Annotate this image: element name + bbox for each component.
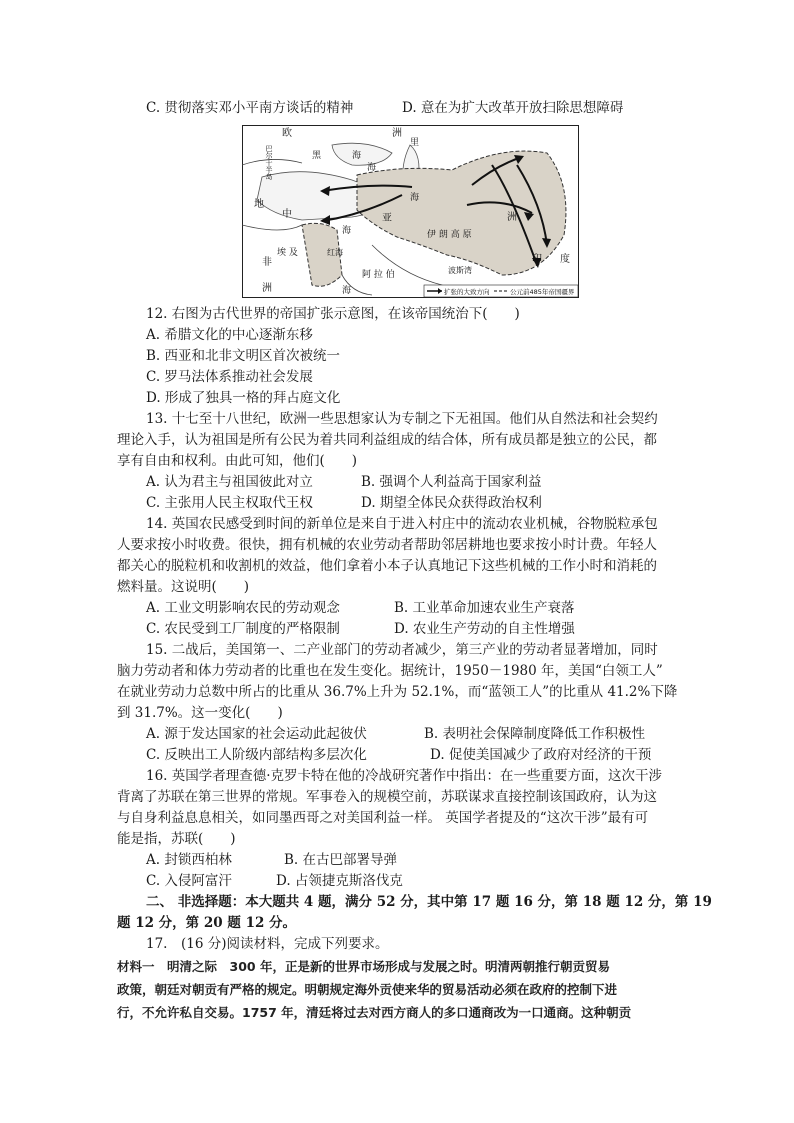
q17-stem: 17. (16 分)阅读材料，完成下列要求。: [146, 936, 389, 952]
q16-stem-line4: 能是指，苏联( ): [117, 831, 236, 847]
q13-stem-line1: 13. 十七至十八世纪，欧洲一些思想家认为专制之下无祖国。他们从自然法和社会契约: [146, 411, 658, 427]
legend-expansion-label: 扩张的大致方向: [444, 288, 490, 296]
q17-material1-line2: 政策，朝廷对朝贡有严格的规定。明朝规定海外贡使来华的贸易活动必须在政府的控制下进: [117, 982, 618, 997]
q14-stem-line1: 14. 英国农民感受到时间的新单位是来自于进入村庄中的流动农业机械，谷物脱粒承包: [146, 516, 658, 532]
q12-option-d: D. 形成了独具一格的拜占庭文化: [146, 390, 341, 406]
q15-stem-line1: 15. 二战后，美国第一、二产业部门的劳动者减少，第三产业的劳动者显著增加，同时: [146, 642, 658, 658]
q15-option-d: D. 促使美国减少了政府对经济的干预: [430, 747, 652, 763]
map-label-arabia: 阿 拉 伯: [362, 270, 395, 280]
q14-option-c: C. 农民受到工厂制度的严格限制: [146, 621, 340, 637]
map-label-europe-a: 欧: [282, 128, 292, 139]
q15-option-c: C. 反映出工人阶级内部结构多层次化: [146, 747, 367, 763]
map-label-persian-gulf: 波斯湾: [448, 266, 472, 275]
map-label-india-a: 印: [532, 254, 542, 265]
q16-option-a: A. 封锁西柏林: [146, 852, 232, 868]
map-label-europe-b: 洲: [392, 128, 402, 139]
section2-heading-line1: 二、 非选择题：本大题共 4 题，满分 52 分，其中第 17 题 16 分，第 18 题 12 分，第 19: [146, 894, 712, 910]
map-label-med-b: 中: [282, 209, 292, 220]
q14-stem-line4: 燃料量。这说明( ): [117, 579, 250, 595]
map-label-gulf-a: 海: [367, 163, 377, 173]
option-c: C. 贯彻落实邓小平南方谈话的精神: [146, 100, 354, 116]
map-label-africa-a: 非: [262, 257, 272, 268]
q13-option-d: D. 期望全体民众获得政治权利: [361, 495, 542, 511]
q12-option-a: A. 希腊文化的中心逐渐东移: [146, 327, 313, 343]
q14-stem-line3: 都关心的脱粒机和收割机的效益，他们拿着小本子认真地记下这些机械的工作小时和消耗的: [117, 558, 657, 574]
map-label-iran: 伊 朗 高 原: [427, 230, 472, 240]
q17-material1-line3: 行，不允许私自交易。1757 年，清廷将过去对西方商人的多口通商改为一口通商。这种朝贡: [117, 1005, 632, 1020]
q16-option-b: B. 在古巴部署导弹: [284, 852, 398, 868]
q12-option-c: C. 罗马法体系推动社会发展: [146, 369, 313, 385]
q16-option-d: D. 占领捷克斯洛伐克: [276, 873, 403, 889]
map-label-balkan: 巴尔干半岛: [265, 145, 273, 180]
q13-option-c: C. 主张用人民主权取代王权: [146, 495, 313, 511]
q16-option-c: C. 入侵阿富汗: [146, 873, 232, 889]
q13-stem-line3: 享有自由和权利。由此可知，他们( ): [117, 453, 358, 469]
map-label-black-sea-a: 黑: [312, 151, 322, 161]
section2-heading-line2: 题 12 分，第 20 题 12 分。: [117, 915, 297, 931]
map-label-asia-b: 洲: [507, 212, 517, 223]
legend-border-label: 公元前485年帝国疆界: [510, 288, 575, 296]
q13-option-a: A. 认为君主与祖国彼此对立: [146, 474, 313, 490]
map-label-med-a: 地: [254, 199, 264, 210]
map-label-med-c: 海: [342, 226, 352, 236]
q15-option-b: B. 表明社会保障制度降低工作积极性: [424, 726, 646, 742]
map-label-caspian-a: 里: [410, 138, 420, 148]
q15-stem-line2: 脑力劳动者和体力劳动者的比重也在发生变化。据统计，1950－1980 年，美国“白领工人”: [117, 663, 663, 679]
q16-stem-line3: 与自身利益息息相关，如同墨西哥之对美国利益一样。 英国学者提及的“这次干涉”最有可: [117, 810, 649, 826]
map-label-egypt: 埃 及: [277, 248, 298, 258]
q15-stem-line4: 到 31.7%。这一变化( ): [117, 705, 283, 721]
q16-stem-line1: 16. 英国学者理查德·克罗卡特在他的冷战研究著作中指出：在一些重要方面，这次干涉: [146, 768, 663, 784]
q14-option-d: D. 农业生产劳动的自主性增强: [394, 621, 575, 637]
q12-option-b: B. 西亚和北非文明区首次被统一: [146, 348, 341, 364]
q13-stem-line2: 理论入手，认为祖国是所有公民为着共同利益组成的结合体，所有成员都是独立的公民，都: [117, 432, 657, 448]
q16-stem-line2: 背离了苏联在第三世界的常规。军事卷入的规模空前，苏联谋求直接控制该国政府，认为这: [117, 789, 657, 805]
q13-option-b: B. 强调个人利益高于国家利益: [361, 474, 542, 490]
q14-option-b: B. 工业革命加速农业生产衰落: [394, 600, 575, 616]
map-label-sea: 海: [342, 286, 352, 296]
map-label-asia-a: 亚: [382, 213, 392, 224]
map-label-red-sea: 红海: [327, 248, 343, 257]
q15-option-a: A. 源于发达国家的社会运动此起彼伏: [146, 726, 367, 742]
q17-material1-line1: 材料一 明清之际 300 年，正是新的世界市场形成与发展之时。明清两朝推行朝贡贸易: [117, 959, 610, 974]
map-label-caspian-b: 海: [410, 193, 420, 203]
q14-option-a: A. 工业文明影响农民的劳动观念: [146, 600, 340, 616]
q12-stem: 12. 右图为古代世界的帝国扩张示意图，在该帝国统治下( ): [146, 306, 520, 322]
q14-stem-line2: 人要求按小时收费。很快，拥有机械的农业劳动者帮助邻居耕地也要求按小时计费。年轻人: [117, 537, 657, 553]
map-label-black-sea-b: 海: [352, 151, 362, 161]
empire-expansion-map: [242, 125, 579, 298]
map-legend: [424, 285, 578, 297]
option-d: D. 意在为扩大改革开放扫除思想障碍: [402, 100, 624, 116]
map-label-india-b: 度: [560, 254, 570, 265]
q15-stem-line3: 在就业劳动力总数中所占的比重从 36.7%上升为 52.1%，而“蓝领工人”的比重从 41.2%下降: [117, 684, 678, 700]
map-label-africa-b: 洲: [262, 283, 272, 294]
